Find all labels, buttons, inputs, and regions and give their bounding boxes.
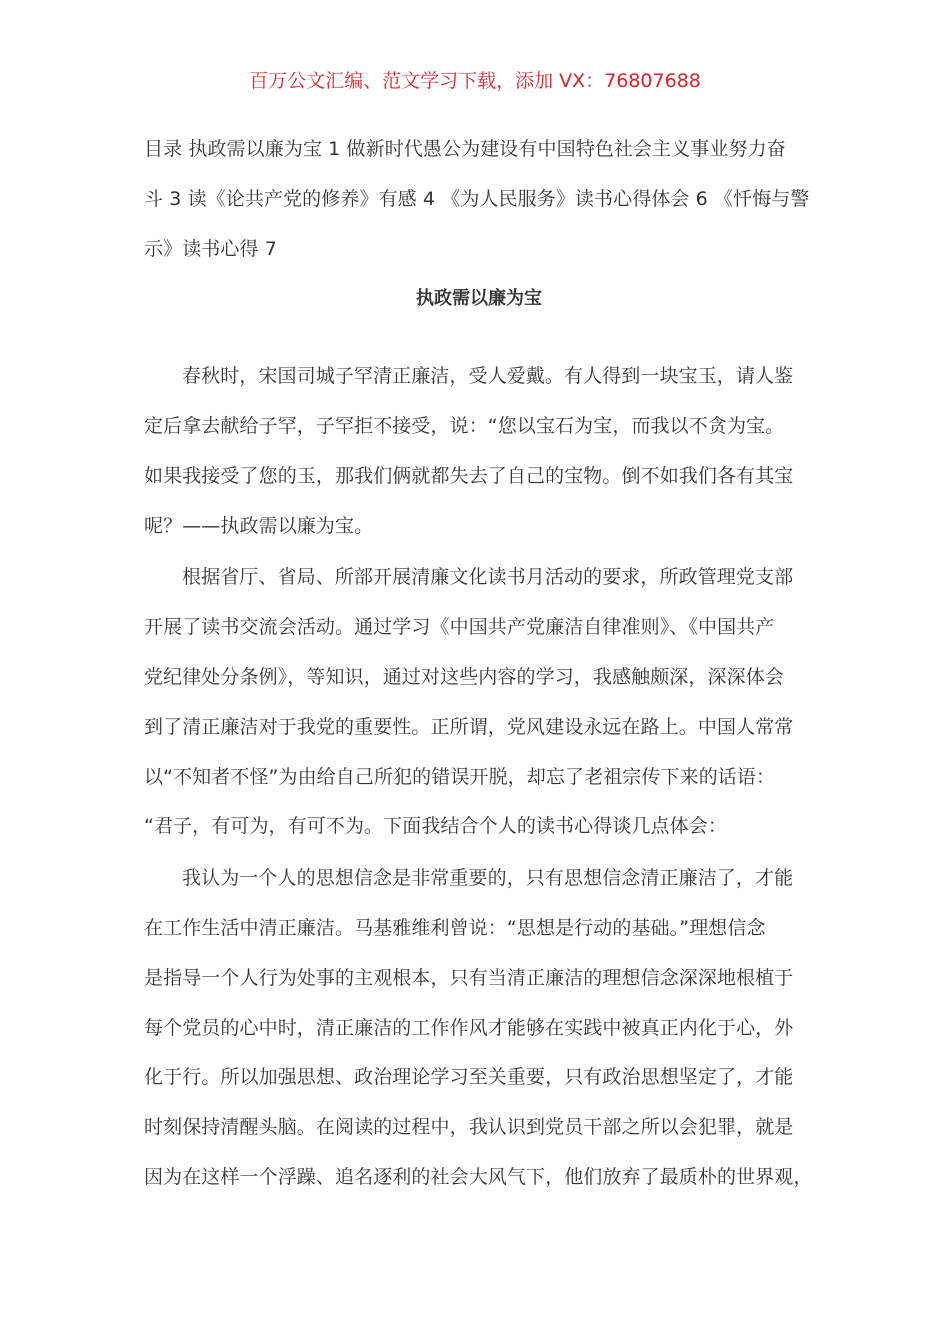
paragraph-line: 根据省厅、省局、所部开展清廉文化读书月活动的要求，所政管理党支部 bbox=[182, 566, 794, 589]
table-of-contents bbox=[144, 125, 814, 274]
paragraph bbox=[144, 854, 814, 1203]
paragraph-line: 因为在这样一个浮躁、追名逐利的社会大风气下，他们放弃了最质朴的世界观， bbox=[144, 1165, 813, 1188]
article-content bbox=[144, 352, 814, 1203]
article-title: 执政需以廉为宝 bbox=[416, 288, 542, 310]
paragraph-line: 是指导一个人行为处事的主观根本，只有当清正廉洁的理想信念深深地根植于 bbox=[144, 966, 794, 989]
paragraph-line: 党纪律处分条例》，等知识，通过对这些内容的学习，我感触颇深，深深体会 bbox=[144, 665, 784, 688]
paragraph-line: 如果我接受了您的玉，那我们俩就都失去了自己的宝物。倒不如我们各有其宝 bbox=[144, 464, 794, 487]
paragraph-line: “君子，有可为，有可不为。下面我结合个人的读书心得谈几点体会： bbox=[144, 815, 727, 838]
paragraph-line: 以“不知者不怪”为由给自己所犯的错误开脱，却忘了老祖宗传下来的话语： bbox=[144, 765, 776, 788]
toc-line: 斗 3 读《论共产党的修养》有感 4 《为人民服务》读书心得体会 6 《忏悔与警 bbox=[144, 187, 810, 210]
watermark-header: 百万公文汇编、范文学习下载，添加 VX：76807688 bbox=[249, 70, 701, 92]
paragraph-line: 春秋时，宋国司城子罕清正廉洁，受人爱戴。有人得到一块宝玉，请人鉴 bbox=[182, 365, 794, 388]
paragraph-line: 在工作生活中清正廉洁。马基雅维利曾说：“思想是行动的基础。”理想信念 bbox=[144, 916, 766, 939]
document-body bbox=[144, 125, 814, 1205]
paragraph-line: 时刻保持清醒头脑。在阅读的过程中，我认识到党员干部之所以会犯罪，就是 bbox=[144, 1116, 794, 1139]
paragraph bbox=[144, 553, 814, 852]
paragraph-line: 化于行。所以加强思想、政治理论学习至关重要，只有政治思想坚定了，才能 bbox=[144, 1066, 794, 1089]
paragraph-line: 定后拿去献给子罕，子罕拒不接受，说：“您以宝石为宝，而我以不贪为宝。 bbox=[144, 414, 785, 437]
paragraph-line: 到了清正廉洁对于我党的重要性。正所谓，党风建设永远在路上。中国人常常 bbox=[144, 715, 794, 738]
paragraph-line: 我认为一个人的思想信念是非常重要的，只有思想信念清正廉洁了，才能 bbox=[182, 867, 794, 890]
paragraph bbox=[144, 352, 814, 551]
paragraph-line: 每个党员的心中时，清正廉洁的工作作风才能够在实践中被真正内化于心，外 bbox=[144, 1016, 794, 1039]
paragraph-line: 呢？——执政需以廉为宝。 bbox=[144, 514, 374, 537]
toc-line: 目录 执政需以廉为宝 1 做新时代愚公为建设有中国特色社会主义事业努力奋 bbox=[144, 138, 786, 160]
toc-line: 示》读书心得 7 bbox=[144, 237, 277, 260]
paragraph-line: 开展了读书交流会活动。通过学习《中国共产党廉洁自律准则》、《中国共产 bbox=[144, 616, 775, 639]
